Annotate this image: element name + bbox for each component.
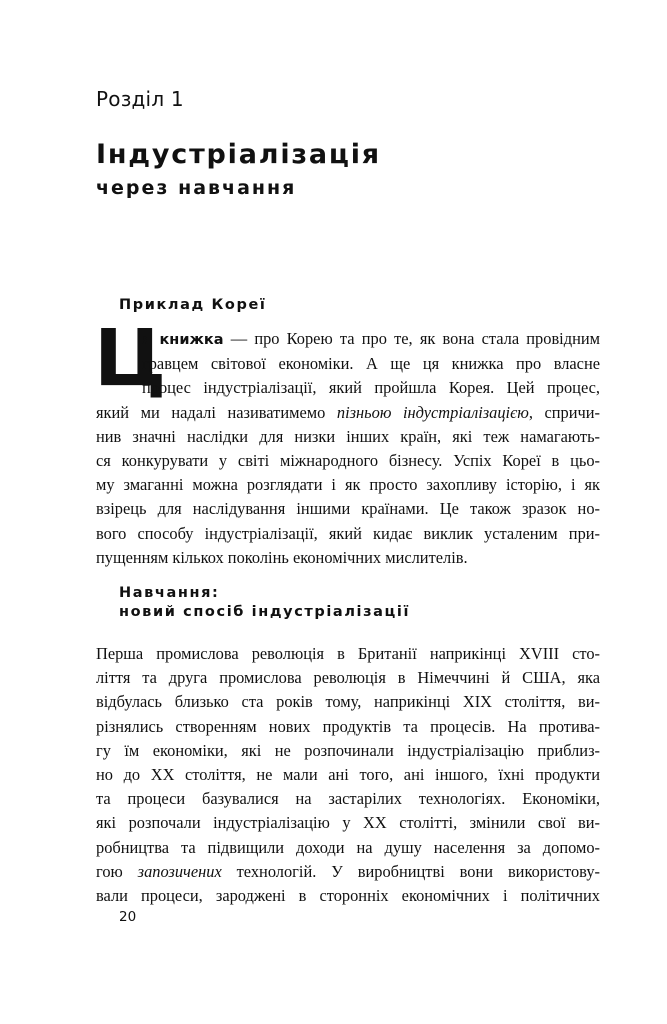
paragraph-learning: [96, 642, 600, 908]
text-line: процес індустріалізації, який пройшла Корея. Цей процес,: [142, 378, 600, 398]
text-line: нив значні наслідки для низки інших країн, які теж намагають-: [96, 426, 600, 446]
text-line: гу їм економіки, які не розпочинали індустріалізацію приблиз-: [96, 740, 600, 760]
text-line: но до XX століття, не мали ані того, ані іншого, їхні продукти: [96, 765, 600, 785]
chapter-title-line-1: Індустріалізація: [96, 139, 381, 170]
text-line: вали процеси, зароджені в сторонніх економічних і політичних: [96, 886, 600, 906]
section-heading-korea: Приклад Кореї: [119, 297, 267, 313]
section-heading-line-2: новий спосіб індустріалізації: [119, 604, 411, 620]
drop-cap: Ц: [94, 314, 167, 404]
section-heading-line-1: Навчання:: [119, 585, 220, 601]
chapter-title-line-2: через навчання: [96, 177, 297, 199]
text-line: гравцем світової економіки. А ще ця книжка про власне: [142, 354, 600, 374]
text-line: пущенням кількох поколінь економічних мислителів.: [96, 547, 468, 567]
lead-bold-text: я книжка: [142, 332, 224, 348]
text-line: ся конкурувати у світі міжнародного бізнесу. Успіх Кореї в цьо-: [96, 451, 600, 471]
italic-term: пізньою індустріалізацією: [336, 402, 529, 422]
text-line: робництва та підвищили доходи на душу населення за допомо-: [96, 837, 600, 857]
paragraph-korea: [96, 327, 600, 570]
text-line: ліття та друга промислова революція в Німеччині й США, яка: [96, 668, 600, 688]
text-line: які розпочали індустріалізацію у XX столітті, змінили свої ви-: [96, 813, 600, 833]
text-line: Перша промислова революція в Британії наприкінці XVIII сто-: [96, 644, 600, 663]
text-line: та процеси базувалися на застарілих технологіях. Економіки,: [96, 789, 600, 809]
text-line: му змаганні можна розглядати і як просто захопливу історію, і як: [96, 475, 600, 495]
text-line: вого способу індустріалізації, який кидає виклик усталеним при-: [96, 523, 600, 543]
text-line: різнялись створенням нових продуктів та процесів. На протива-: [96, 716, 600, 736]
text-line: гою запозичених технологій. У виробництві вони використову-: [96, 861, 600, 881]
text-line: відбулась близько ста років тому, наприкінці XIX століття, ви-: [96, 692, 600, 712]
text-line: взірець для наслідування іншими країнами. Це також зразок но-: [96, 499, 600, 519]
text-line: який ми надалі називатимемо пізньою індустріалізацією, спричи-: [96, 402, 601, 422]
text-line: я книжка — про Корею та про те, як вона стала провідним: [142, 329, 600, 348]
chapter-label: Розділ 1: [96, 87, 184, 111]
page-number: 20: [119, 909, 137, 925]
section-heading-learning: [119, 584, 410, 622]
chapter-title: [96, 138, 381, 203]
italic-term: запозичених: [137, 861, 222, 881]
